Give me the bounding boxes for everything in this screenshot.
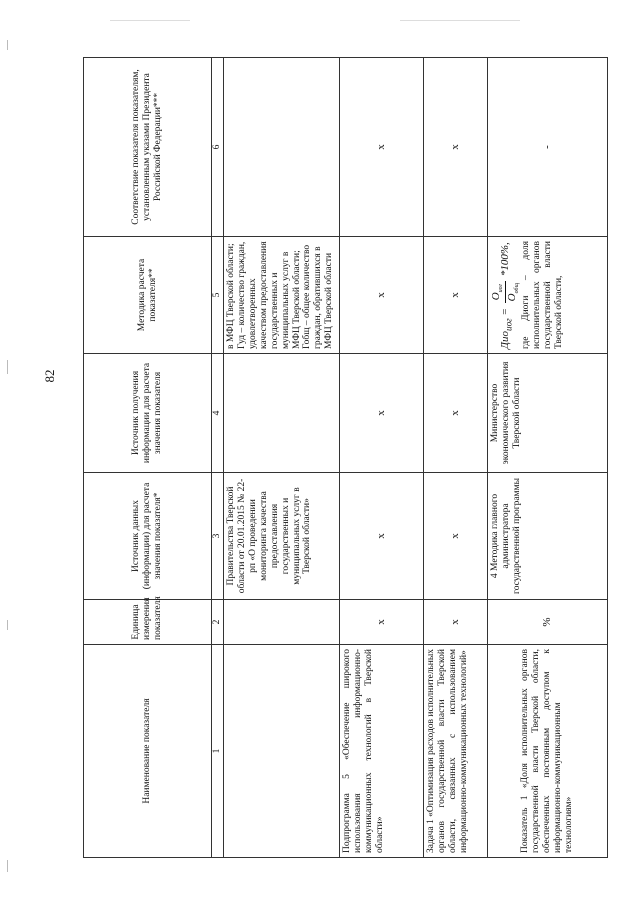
indicator-formula: Дио$_{иог}$ = $O_{иог}$ $O_{общ}$ *100%, (490, 242, 521, 349)
subprogram-unit: х (340, 600, 424, 645)
continuation-source: Правительства Тверской области от 20.01.2015 № 22-рп «О проведении мониторинга качества предоставления государственных и муниципальных услуг в Тверской области» (224, 473, 340, 600)
continuation-name (224, 645, 340, 858)
task-method: х (424, 237, 488, 354)
formula-numerator (490, 281, 506, 303)
formula-fraction (490, 281, 521, 303)
task-compliance: х (424, 58, 488, 237)
subprogram-row (340, 58, 424, 858)
indicator-unit: % (488, 600, 608, 645)
method-line: в МФЦ Тверской области; (226, 243, 236, 349)
formula-left: Дио (499, 331, 512, 349)
column-number: 3 (212, 473, 224, 600)
subprogram-method: х (340, 237, 424, 354)
indicator-compliance: - (488, 58, 608, 237)
indicator-origin: Министерство экономического развития Тверской области (488, 354, 608, 473)
indicator-table (83, 57, 608, 858)
column-number: 4 (212, 354, 224, 473)
header-name: Наименование показателя (84, 645, 212, 858)
task-unit: х (424, 600, 488, 645)
subprogram-compliance: х (340, 58, 424, 237)
header-compliance: Соответствие показателя показателям, установленным указами Президента Российской Федерации*** (84, 58, 212, 237)
formula-left-sub: иог (503, 318, 514, 331)
continuation-origin (224, 354, 340, 473)
scan-edge-mark (7, 860, 8, 872)
continuation-compliance (224, 58, 340, 237)
page-number: 82 (42, 369, 57, 383)
task-origin: х (424, 354, 488, 473)
scan-edge-mark (7, 360, 8, 374)
continuation-method (224, 237, 340, 354)
formula-tail: *100%, (499, 242, 512, 277)
column-number: 1 (212, 645, 224, 858)
scan-top-dash (400, 20, 520, 21)
scan-edge-mark (7, 620, 8, 630)
subprogram-source: х (340, 473, 424, 600)
formula-den-symbol: O (506, 293, 519, 302)
scan-top-dash (110, 20, 190, 21)
formula-num-sub: иог (498, 283, 505, 293)
column-number: 5 (212, 237, 224, 354)
indicator-row (488, 58, 608, 858)
header-source: Источник данных (информации) для расчета значения показателя* (84, 473, 212, 600)
task-row (424, 58, 488, 858)
method-line: Гобщ – общее количество граждан, обратившихся в МФЦ Тверской области (302, 244, 335, 349)
method-line: Гуд – количество граждан, удовлетворенных качеством предоставления государственных и муниципальных услуг в МФЦ Тверской области; (236, 241, 302, 349)
header-unit: Единица измерения показателя (84, 600, 212, 645)
continuation-unit (224, 600, 340, 645)
scan-edge-mark (7, 40, 8, 50)
formula-num-symbol: O (490, 292, 502, 301)
header-origin: Источник получения информации для расчета значения показателя (84, 354, 212, 473)
column-number-row (212, 58, 224, 858)
header-method: Методика расчета показателя** (84, 237, 212, 354)
task-name: Задача 1 «Оптимизация расходов исполнительных органов государственной власти Тверской области, связанных с использованием информационно-коммуникационных технологий» (424, 645, 488, 858)
column-number: 2 (212, 600, 224, 645)
subprogram-origin: х (340, 354, 424, 473)
column-number: 6 (212, 58, 224, 237)
formula-den-sub: общ (514, 282, 521, 294)
indicator-source: 4 Методика главного администратора государственной программы (488, 473, 608, 600)
task-source: х (424, 473, 488, 600)
continuation-row (224, 58, 340, 858)
indicator-name: Показатель 1 «Доля исполнительных органов государственной власти Тверской области, обеспеченных постоянным доступом к информационно-коммуникационным технологиям» (488, 645, 608, 858)
formula-denominator (506, 281, 521, 303)
indicator-method (488, 237, 608, 354)
rotated-table-container (83, 58, 574, 858)
indicator-method-text: где Диоги – доля исполнительных органов государственной власти Тверской области, (521, 241, 564, 349)
subprogram-name: Подпрограмма 5 «Обеспечение широкого использования информационно-коммуникационных технологий в Тверской области» (340, 645, 424, 858)
